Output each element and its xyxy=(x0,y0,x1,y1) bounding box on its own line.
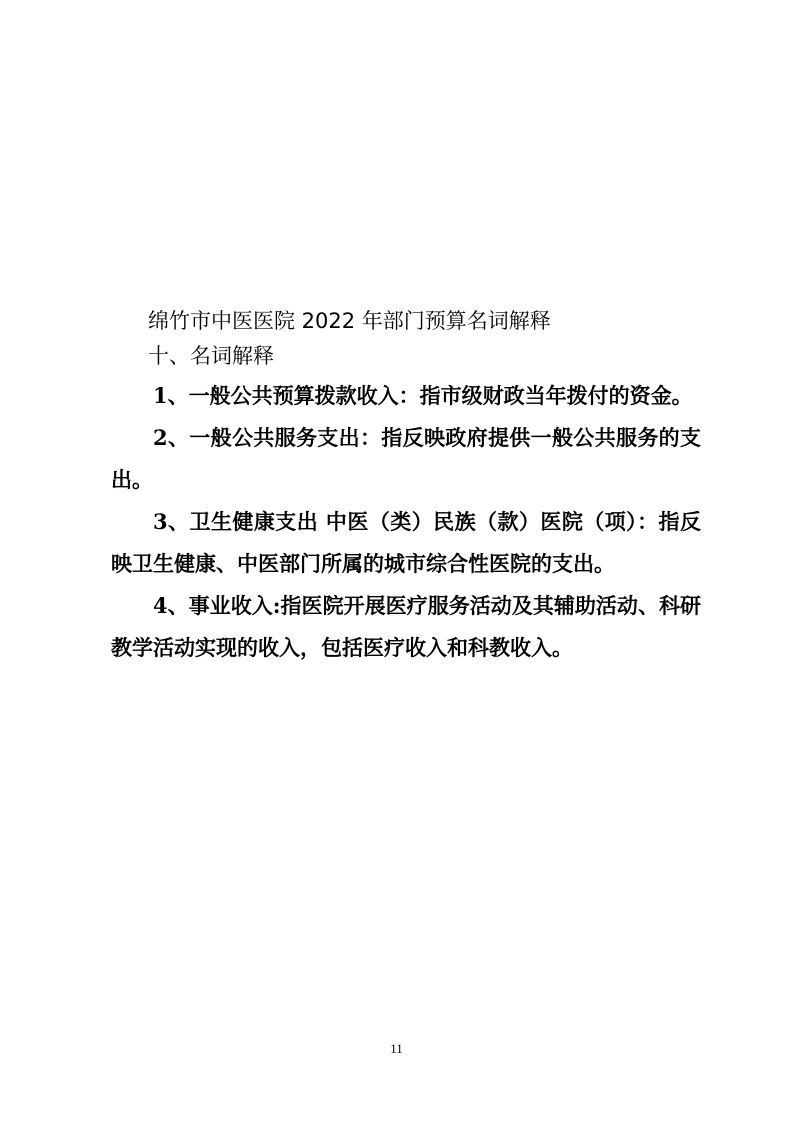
definition-paragraph-2: 2、一般公共服务支出：指反映政府提供一般公共服务的支出。 xyxy=(111,425,701,492)
definition-paragraph-1: 1、一般公共预算拨款收入：指市级财政当年拨付的资金。 xyxy=(153,383,693,408)
definition-paragraph-4: 4、事业收入:指医院开展医疗服务活动及其辅助活动、科研教学活动实现的收入，包括医疗收入和科教收入。 xyxy=(111,593,701,660)
section-heading: 十、名词解释 xyxy=(148,344,274,368)
definition-paragraph-3: 3、卫生健康支出 中医（类）民族（款）医院（项）：指反映卫生健康、中医部门所属的城市综合性医院的支出。 xyxy=(111,509,701,576)
page-number: 11 xyxy=(390,1041,403,1056)
document-title: 绵竹市中医医院 2022 年部门预算名词解释 xyxy=(148,309,551,333)
